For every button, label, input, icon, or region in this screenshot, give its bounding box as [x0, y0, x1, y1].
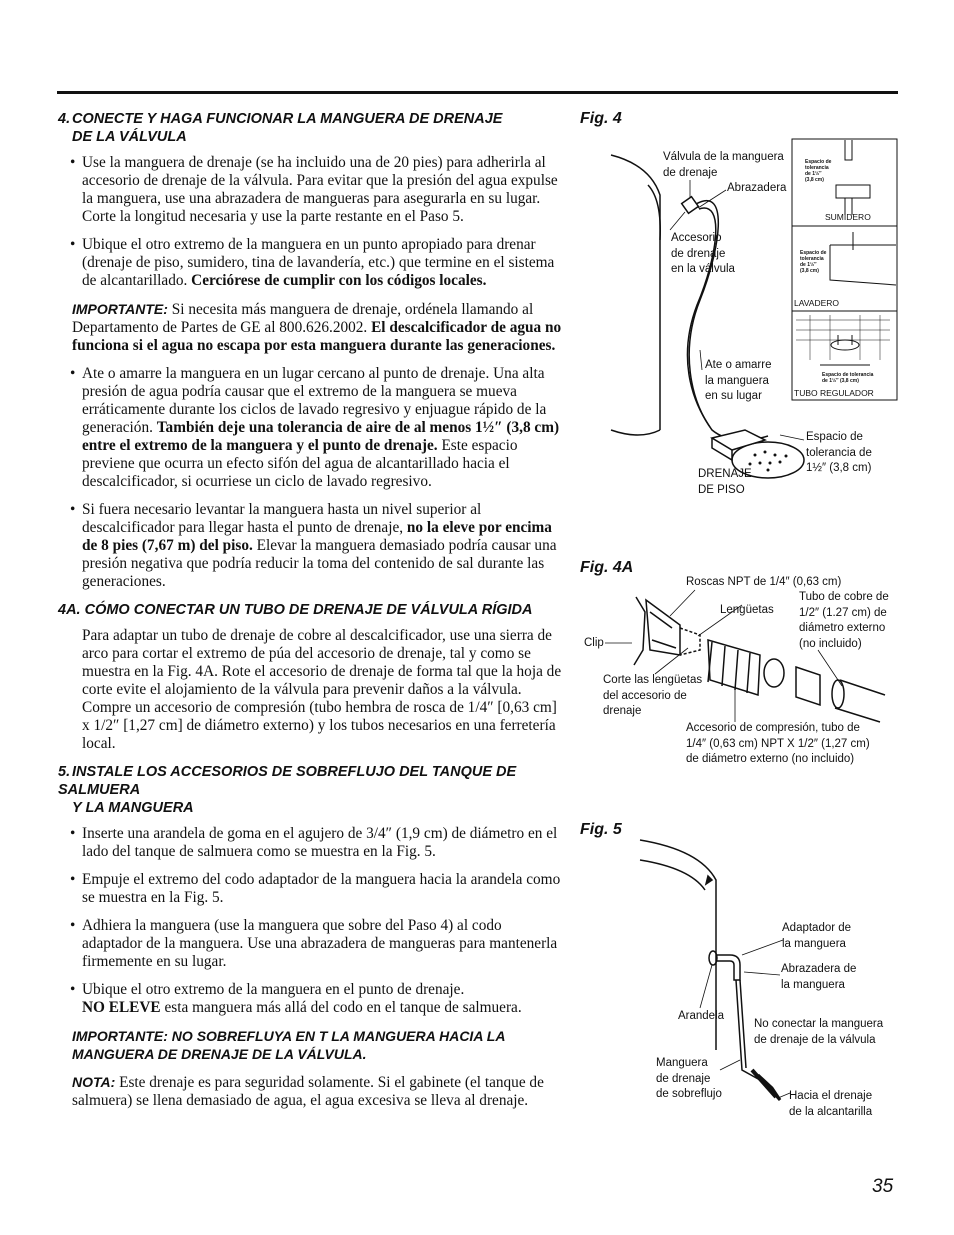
fig4-label-valvula: Válvula de la manguera de drenaje	[663, 151, 784, 179]
fig4a-label-roscas: Roscas NPT de 1/4″ (0,63 cm)	[686, 576, 842, 588]
fig4-title: Fig. 4	[580, 110, 622, 127]
fig4-inset-sumidero-note: Espacio de tolerancia de 1½″ (3,8 cm)	[805, 159, 832, 183]
fig5-label-no-conectar: No conectar la manguera de drenaje de la válvula	[754, 1018, 884, 1046]
fig4-label-espacio: Espacio de tolerancia de 1½″ (3,8 cm)	[806, 431, 872, 474]
bullet: • Ubique el otro extremo de la manguera en un punto apropiado para drenar (drenaje de piso, sumidero, tina de lavandería, etc.) que termine en el sistema de alcantarillado. Cerciórese de cumplir con los códigos locales.	[58, 236, 563, 290]
fig4-label-tubo: TUBO REGULADOR	[794, 388, 874, 398]
fig5-label-hacia: Hacia el drenaje de la alcantarilla	[789, 1090, 873, 1118]
fig5-label-adaptador: Adaptador de la manguera	[782, 922, 852, 950]
fig4a-title: Fig. 4A	[580, 559, 634, 576]
bullet: • Empuje el extremo del codo adaptador de la manguera hacia la arandela como se muestra en la Fig. 5.	[58, 871, 563, 907]
fig4-inset-lavadero-note: Espacio de tolerancia de 1½″ (3,8 cm)	[800, 250, 827, 274]
fig4-label-lavadero: LAVADERO	[794, 298, 840, 308]
fig5-label-manguera: Manguera de drenaje de sobreflujo	[656, 1057, 722, 1100]
fig4-label-ate: Ate o amarre la manguera en su lugar	[705, 359, 772, 402]
bullet: • Adhiera la manguera (use la manguera que sobre del Paso 4) al codo adaptador de la manguera. Use una abrazadera de mangueras para mantenerla firmemente en su lugar.	[58, 917, 563, 971]
fig5-label-arandela: Arandela	[678, 1010, 725, 1022]
section-4-heading: 4. CONECTE Y HAGA FUNCIONAR LA MANGUERA DE DRENAJE DE LA VÁLVULA	[58, 111, 503, 145]
fig4a-label-tubo: Tubo de cobre de 1/2″ (1.27 cm) de diámetro externo (no incluido)	[799, 591, 889, 650]
page-number: 35	[872, 1176, 894, 1197]
section-4a-heading: 4A. CÓMO CONECTAR UN TUBO DE DRENAJE DE VÁLVULA RÍGIDA	[58, 602, 533, 618]
nota: NOTA: Este drenaje es para seguridad solamente. Si el gabinete (el tanque de salmuera) se llena demasiado de agua, el agua excesiva se lleva al drenaje.	[72, 1074, 544, 1109]
bullet: • Ubique el otro extremo de la manguera en el punto de drenaje. NO ELEVE esta manguera más allá del codo en el tanque de salmuera.	[58, 981, 563, 1017]
bullet: • Si fuera necesario levantar la manguera hasta un nivel superior al descalcificador para llegar hasta el punto de drenaje, no la eleve por encima de 8 pies (7,67 m) del piso. Elevar la manguera demasiado podría causar una presión negativa que podría reducir la toma del contenido de sal durante las generaciones.	[58, 501, 563, 591]
fig4-label-sumidero: SUMIDERO	[825, 212, 871, 222]
fig4-inset-tubo-note: Espacio de tolerancia de 1½″ (3,8 cm)	[822, 372, 874, 384]
important-note-5: IMPORTANTE: NO SOBREFLUYA EN T LA MANGUERA HACIA LA MANGUERA DE DRENAJE DE LA VÁLVULA.	[72, 1028, 505, 1062]
fig4a-label-accesorio: Accesorio de compresión, tubo de 1/4″ (0,63 cm) NPT X 1/2″ (1,27 cm) de diámetro externo (no incluido)	[686, 722, 870, 765]
section-4a-text: Para adaptar un tubo de drenaje de cobre al descalcificador, use una sierra de arco para cortar el extremo de púa del accesorio de drenaje, tal y como se muestra en la Fig. 4A. Rote el accesorio de drenaje de forma tal que la hoja de corte evite el alojamiento de la válvula para prevenir daños a la válvula. Compre un accesorio de compresión (tubo hembra de rosca de 1/4″ [0,63 cm] x 1/2″ [1,27 cm] de diámetro externo) y los tubos necesarios en una ferretería local.	[82, 627, 562, 752]
bullet: • Inserte una arandela de goma en el agujero de 3/4″ (1,9 cm) de diámetro en el lado del tanque de salmuera como se muestra en la Fig. 5.	[58, 825, 563, 861]
fig5-title: Fig. 5	[580, 821, 622, 838]
fig4-label-abrazadera: Abrazadera	[727, 182, 787, 194]
bullet: • Use la manguera de drenaje (se ha incluido una de 20 pies) para adherirla al accesorio de drenaje de la válvula. Para evitar que la presión del agua expulse la manguera, use una abrazadera de mangueras para asegurarla en su lugar. Corte la longitud necesaria y use la parte restante en el Paso 5.	[58, 154, 563, 226]
fig4a-label-corte: Corte las lengüetas del accesorio de drenaje	[603, 674, 703, 717]
bullet: • Ate o amarre la manguera en un lugar cercano al punto de drenaje. Una alta presión de agua podría causar que el extremo de la manguera se mueva erráticamente durante los ciclos de lavado regresivo y enjuague rápido de la generación. También deje una tolerancia de aire de al menos 1½″ (3,8 cm) entre el extremo de la manguera y el punto de drenaje. Este espacio previene que ocurra un efecto sifón del agua de alcantarillado hacia el descalcificador, si ocurriese un ciclo de lavado regresivo.	[58, 365, 563, 491]
fig4a-label-clip: Clip	[584, 637, 604, 649]
important-note: IMPORTANTE: Si necesita más manguera de drenaje, ordénela llamando al Departamento de Partes de GE al 800.626.2002. El descalcificador de agua no funciona si el agua no escapa por esta manguera durante las generaciones.	[72, 301, 562, 354]
fig5-label-abrazadera: Abrazadera de la manguera	[781, 963, 857, 991]
section-5-heading: 5. INSTALE LOS ACCESORIOS DE SOBREFLUJO DEL TANQUE DE SALMUERA Y LA MANGUERA	[58, 764, 517, 816]
fig4-label-accesorio: Accesorio de drenaje en la válvula	[671, 232, 735, 275]
fig4a-label-lenguetas: Lengüetas	[720, 604, 774, 616]
fig4-label-drenaje: DRENAJE DE PISO	[698, 468, 752, 496]
